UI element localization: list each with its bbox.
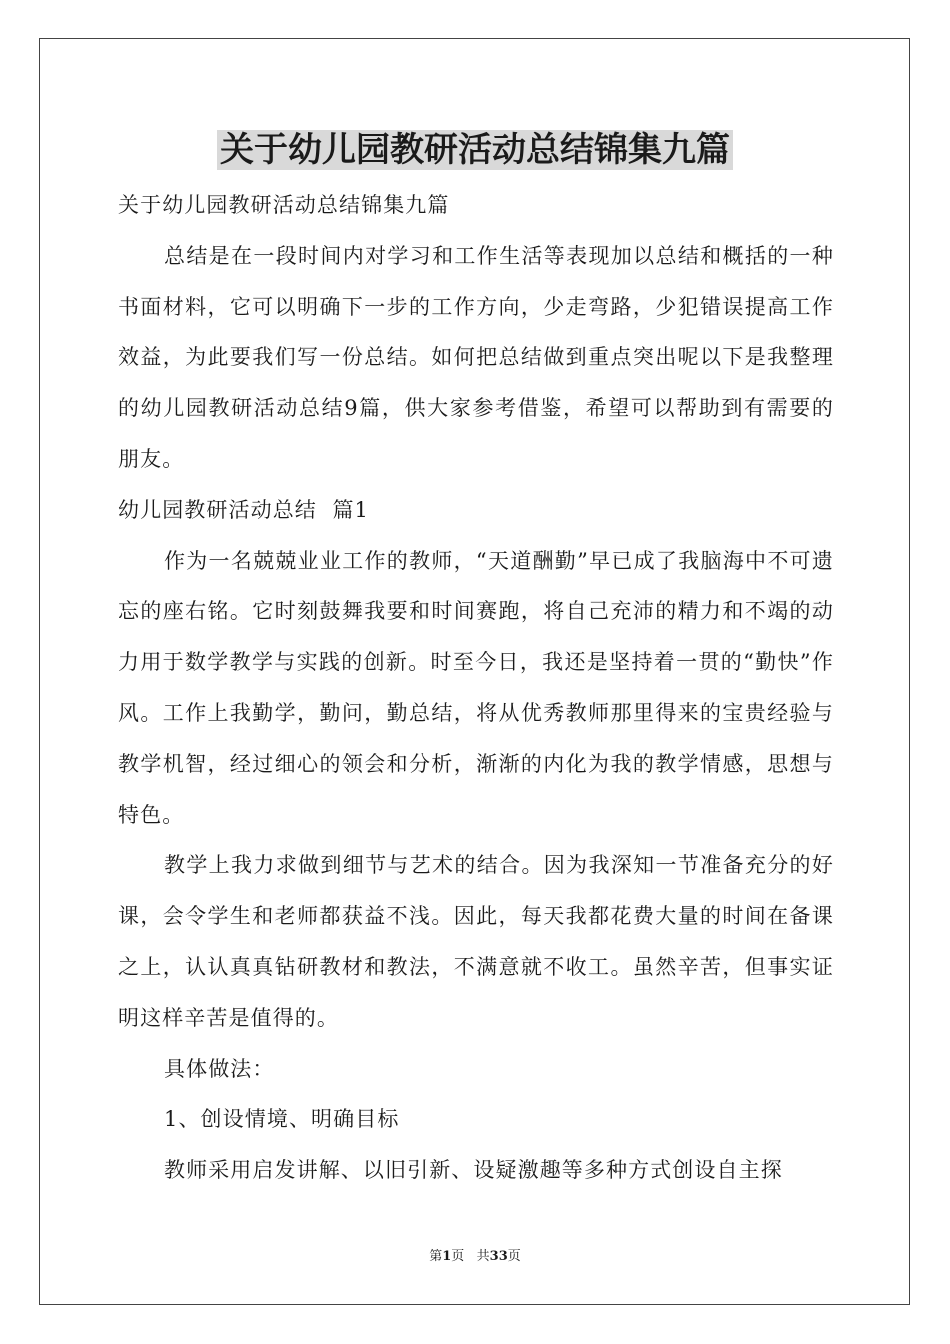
body-paragraph-4: 教师采用启发讲解、以旧引新、设疑激趣等多种方式创设自主探 <box>164 1158 783 1183</box>
page-total-number: 33 <box>489 1249 508 1264</box>
page-footer <box>0 1249 950 1265</box>
document-title <box>0 128 950 172</box>
body-paragraph-3: 具体做法： <box>164 1056 275 1081</box>
body-paragraph-2: 教学上我力求做到细节与艺术的结合。因为我深知一节准备充分的好课，会令学生和老师都获益不浅。因此，每天我都花费大量的时间在备课之上，认认真真钻研教材和教法，不满意就不收工。虽然辛苦，但事实证明这样辛苦是值得的。 <box>118 853 834 1030</box>
section-heading: 幼儿园教研活动总结 篇1 <box>118 497 370 522</box>
document-title-text: 关于幼儿园教研活动总结锦集九篇 <box>217 130 733 170</box>
document-body <box>118 180 834 1196</box>
page-current-number: 1 <box>442 1249 452 1264</box>
list-item-1: 1、创设情境、明确目标 <box>164 1107 400 1132</box>
page-label-suffix: 页 <box>507 1249 521 1264</box>
document-subtitle: 关于幼儿园教研活动总结锦集九篇 <box>118 193 450 217</box>
intro-paragraph: 总结是在一段时间内对学习和工作生活等表现加以总结和概括的一种书面材料，它可以明确下一步的工作方向，少走弯路，少犯错误提高工作效益，为此要我们写一份总结。如何把总结做到重点突出呢以下是我整理的幼儿园教研活动总结9篇，供大家参考借鉴，希望可以帮助到有需要的朋友。 <box>118 243 834 471</box>
body-paragraph-1: 作为一名兢兢业业工作的教师，“天道酬勤”早已成了我脑海中不可遗忘的座右铭。它时刻鼓舞我要和时间赛跑，将自己充沛的精力和不竭的动力用于数学教学与实践的创新。时至今日，我还是坚持着一贯的“勤快”作风。工作上我勤学，勤问，勤总结，将从优秀教师那里得来的宝贵经验与教学机智，经过细心的领会和分析，渐渐的内化为我的教学情感，思想与特色。 <box>118 548 834 827</box>
page-label-mid: 页 共 <box>451 1249 490 1264</box>
page-label-prefix: 第 <box>429 1249 443 1264</box>
